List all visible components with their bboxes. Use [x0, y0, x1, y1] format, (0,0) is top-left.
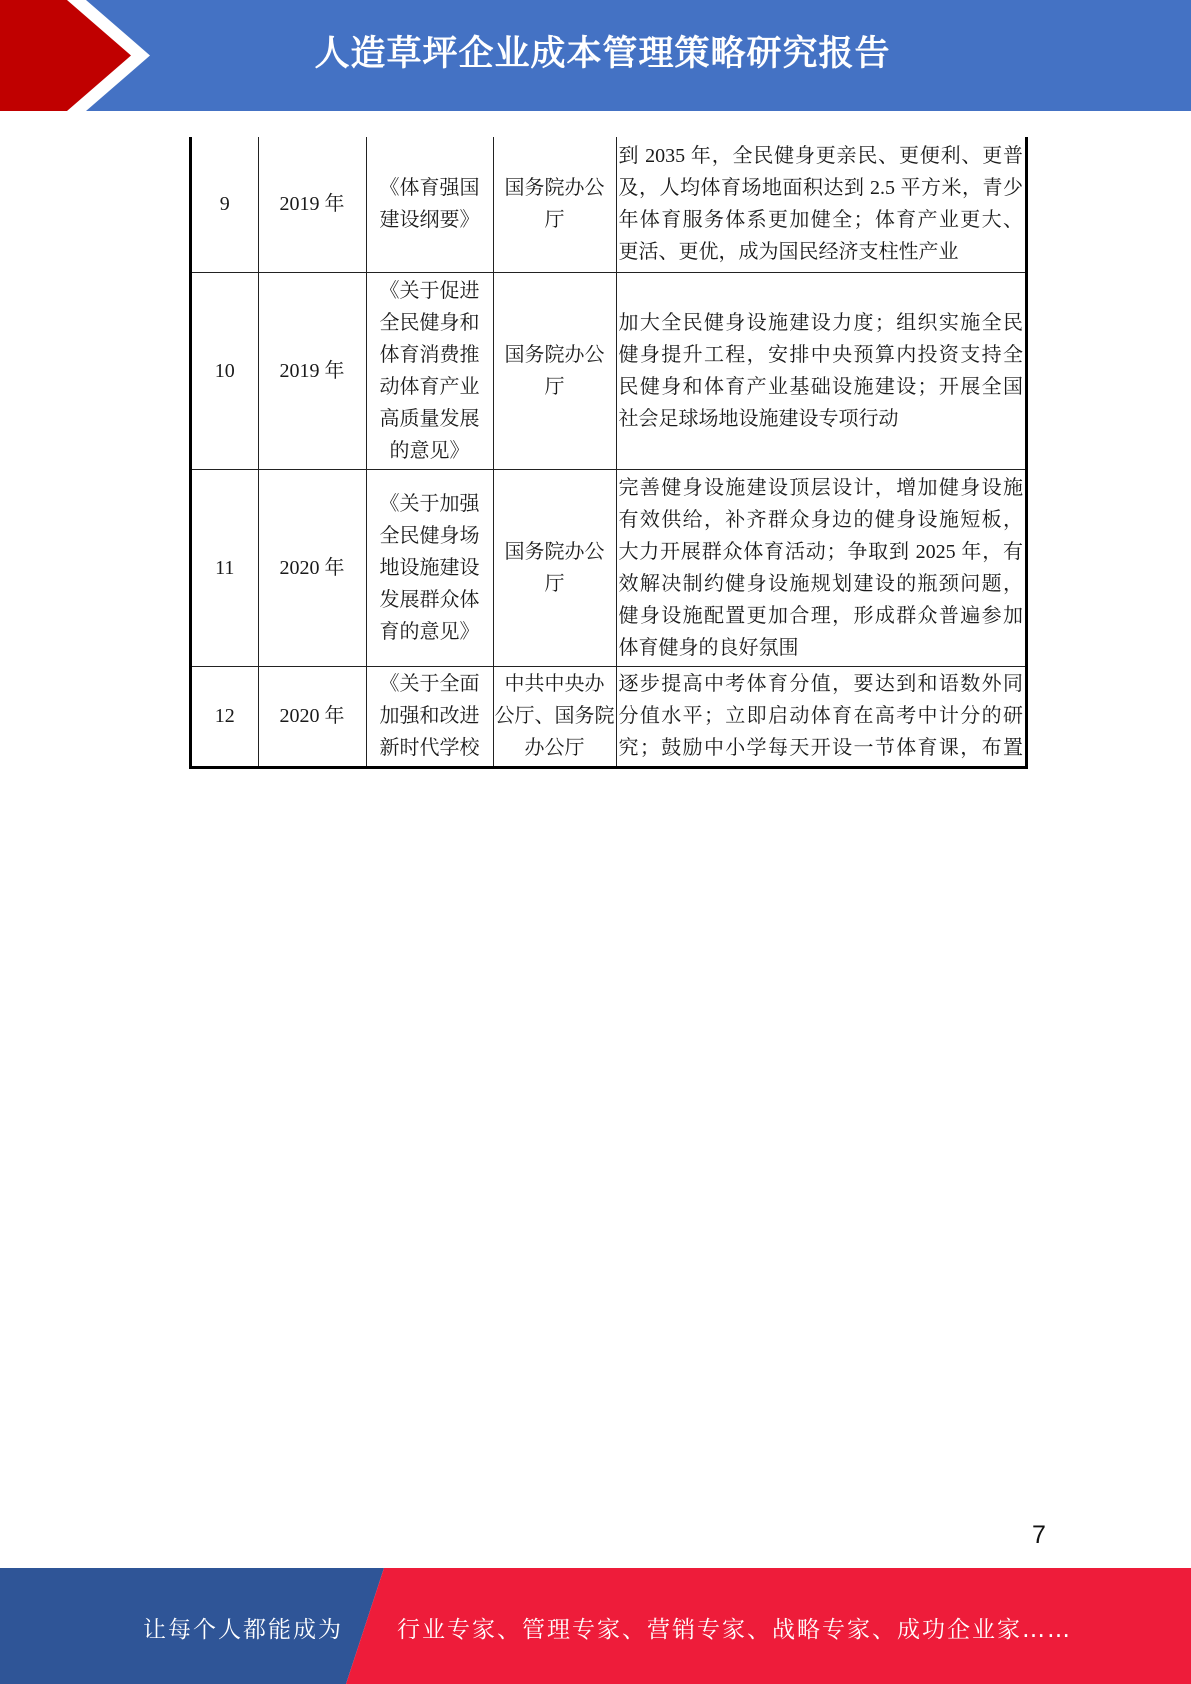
policy-table [189, 137, 1028, 769]
table-row [192, 137, 1025, 272]
cell-line: 分值水平；立即启动体育在高考中计分的研 [618, 704, 1023, 727]
cell-line: 及，人均体育场地面积达到 2.5 平方米，青少 [618, 177, 1023, 200]
cell-line: 逐步提高中考体育分值，要达到和语数外同 [618, 672, 1023, 695]
cell-year [258, 666, 366, 766]
cell-line: 中共中央办 [504, 672, 605, 695]
cell-line: 有效供给，补齐群众身边的健身设施短板， [618, 508, 1023, 531]
cell-number [192, 137, 258, 272]
cell-year [258, 469, 366, 666]
cell-year [258, 272, 366, 469]
cell-line: 效解决制约健身设施规划建设的瓶颈问题， [618, 572, 1023, 595]
cell-line: 更活、更优，成为国民经济支柱性产业 [618, 241, 959, 264]
cell-content [616, 469, 1025, 666]
cell-line: 完善健身设施建设顶层设计，增加健身设施 [618, 476, 1023, 499]
cell-line: 《体育强国 [379, 177, 480, 200]
cell-issuer-text [494, 667, 616, 764]
cell-line: 动体育产业 [379, 375, 480, 398]
cell-line: 新时代学校 [379, 736, 480, 759]
page-number: 7 [1032, 1521, 1046, 1549]
cell-year-text: 2020 年 [279, 556, 345, 579]
cell-number-text: 10 [214, 359, 235, 382]
cell-line: 厅 [544, 375, 565, 398]
cell-number [192, 469, 258, 666]
cell-line: 健身提升工程，安排中央预算内投资支持全 [618, 343, 1023, 366]
cell-line: 的意见》 [389, 439, 470, 462]
cell-line: 年体育服务体系更加健全；体育产业更大、 [618, 209, 1023, 232]
cell-document-title-text [367, 172, 493, 236]
cell-number [192, 272, 258, 469]
cell-line: 民健身和体育产业基础设施建设；开展全国 [618, 375, 1023, 398]
cell-line: 全民健身场 [379, 524, 480, 547]
cell-issuer-text [494, 339, 616, 403]
cell-content-text [619, 667, 1024, 764]
cell-number [192, 666, 258, 766]
policy-table-grid [192, 137, 1025, 766]
report-title: 人造草坪企业成本管理策略研究报告 [314, 34, 891, 73]
cell-line: 《关于加强 [379, 492, 480, 515]
cell-line: 厅 [544, 572, 565, 595]
cell-content-text [619, 140, 1024, 268]
cell-number-text: 12 [214, 705, 235, 728]
cell-content [616, 666, 1025, 766]
cell-line: 《关于全面 [379, 672, 480, 695]
cell-year-text: 2019 年 [279, 193, 345, 216]
cell-content [616, 137, 1025, 272]
cell-document-title-text [367, 275, 493, 467]
cell-line: 《关于促进 [379, 279, 480, 302]
cell-document-title-text [367, 667, 493, 764]
cell-line: 办公厅 [524, 736, 585, 759]
cell-document-title-text [367, 488, 493, 648]
cell-line: 高质量发展 [379, 407, 480, 430]
cell-line: 厅 [544, 209, 565, 232]
cell-document-title [366, 137, 493, 272]
cell-content [616, 272, 1025, 469]
cell-issuer [493, 272, 616, 469]
cell-line: 体育消费推 [379, 343, 480, 366]
cell-line: 加强和改进 [379, 704, 480, 727]
table-row [192, 666, 1025, 766]
header-banner [0, 0, 1191, 111]
cell-document-title [366, 469, 493, 666]
cell-content-text [619, 307, 1024, 435]
cell-number-text: 11 [215, 556, 235, 579]
cell-line: 发展群众体 [379, 588, 480, 611]
cell-year-text: 2020 年 [279, 705, 345, 728]
cell-issuer-text [494, 536, 616, 600]
cell-issuer [493, 469, 616, 666]
cell-document-title [366, 272, 493, 469]
footer-slogan-right: 行业专家、管理专家、营销专家、战略专家、成功企业家…… [397, 1617, 1072, 1643]
table-row [192, 272, 1025, 469]
cell-document-title [366, 666, 493, 766]
cell-number-text: 9 [219, 193, 230, 216]
cell-line: 大力开展群众体育活动；争取到 2025 年，有 [618, 540, 1023, 563]
cell-line: 究；鼓励中小学每天开设一节体育课，布置 [618, 736, 1023, 759]
cell-line: 到 2035 年，全民健身更亲民、更便利、更普 [618, 145, 1023, 168]
cell-line: 国务院办公 [504, 540, 605, 563]
cell-year [258, 137, 366, 272]
cell-line: 公厅、国务院 [494, 704, 615, 727]
cell-line: 育的意见》 [379, 620, 480, 643]
footer-banner [0, 1568, 1191, 1684]
cell-line: 国务院办公 [504, 343, 605, 366]
cell-year-text: 2019 年 [279, 359, 345, 382]
cell-line: 全民健身和 [379, 311, 480, 334]
policy-table-body [192, 137, 1025, 766]
cell-line: 建设纲要》 [379, 209, 480, 232]
cell-line: 社会足球场地设施建设专项行动 [618, 407, 899, 430]
cell-issuer [493, 137, 616, 272]
cell-line: 加大全民健身设施建设力度；组织实施全民 [618, 311, 1023, 334]
cell-line: 健身设施配置更加合理，形成群众普遍参加 [618, 604, 1023, 627]
cell-content-text [619, 472, 1024, 664]
cell-line: 国务院办公 [504, 177, 605, 200]
footer-slogan-left: 让每个人都能成为 [143, 1617, 343, 1643]
cell-line: 体育健身的良好氛围 [618, 636, 799, 659]
cell-issuer-text [494, 172, 616, 236]
cell-line: 地设施建设 [379, 556, 480, 579]
cell-issuer [493, 666, 616, 766]
table-row [192, 469, 1025, 666]
